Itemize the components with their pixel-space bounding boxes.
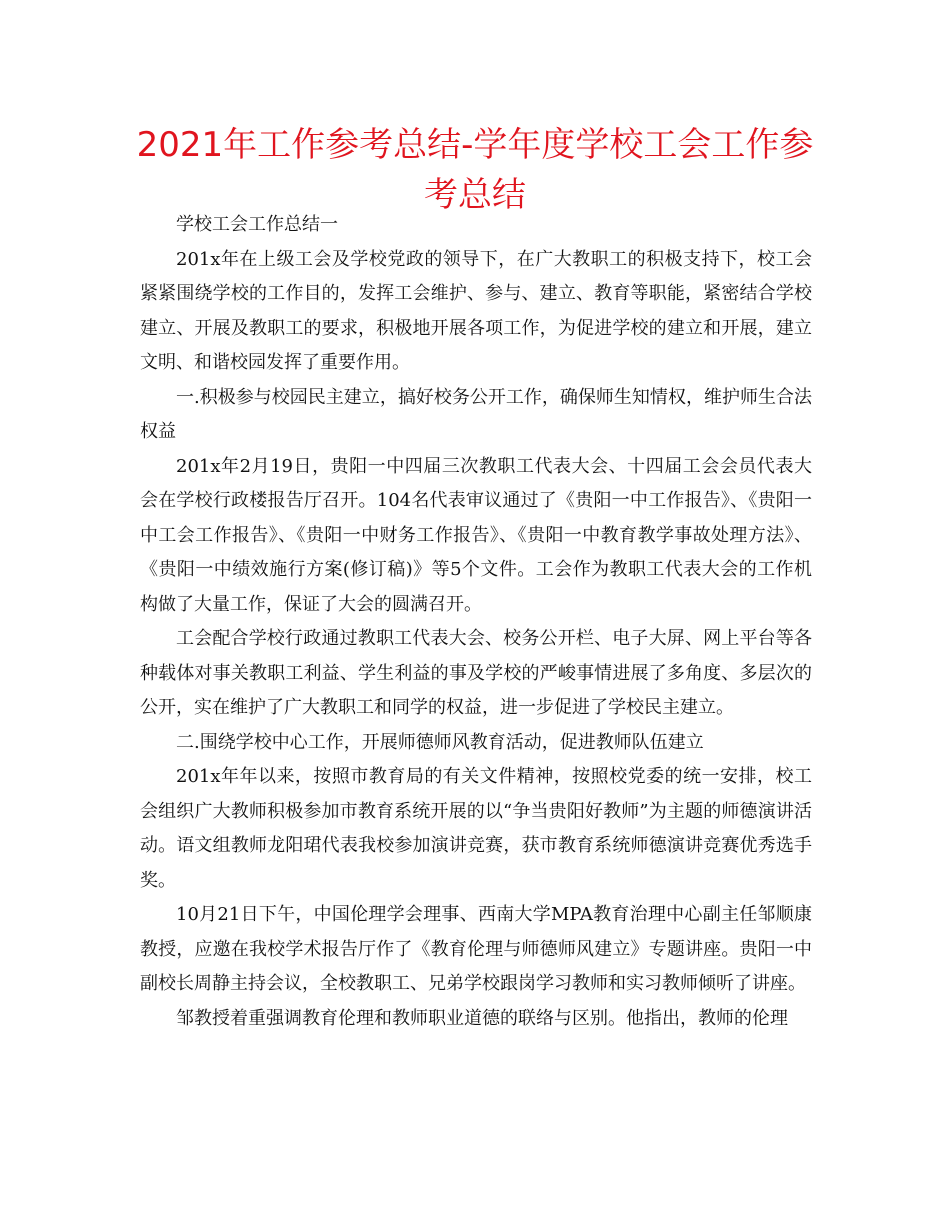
paragraph: 工会配合学校行政通过教职工代表大会、校务公开栏、电子大屏、网上平台等各种载体对事关教职工利益、学生利益的事及学校的严峻事情进展了多角度、多层次的公开，实在维护了广大教职工和同学的权益，进一步促进了学校民主建立。 (140, 628, 812, 718)
document-title: 2021年工作参考总结-学年度学校工会工作参考总结 (136, 125, 814, 215)
section-heading: 二.围绕学校中心工作，开展师德师风教育活动，促进教师队伍建立 (176, 731, 704, 753)
paragraph: 10月21日下午，中国伦理学会理事、西南大学MPA教育治理中心副主任邹顺康教授，应邀在我校学术报告厅作了《教育伦理与师德师风建立》专题讲座。贵阳一中副校长周静主持会议，全校教职工、兄弟学校跟岗学习教师和实习教师倾听了讲座。 (140, 904, 812, 994)
section-heading: 一.积极参与校园民主建立，搞好校务公开工作，确保师生知情权，维护师生合法权益 (140, 386, 812, 442)
paragraph: 邹教授着重强调教育伦理和教师职业道德的联络与区别。他指出，教师的伦理 (176, 1007, 788, 1029)
section-heading: 学校工会工作总结一 (176, 214, 338, 235)
paragraph: 201x年年以来，按照市教育局的有关文件精神，按照校党委的统一安排，校工会组织广大教师积极参加市教育系统开展的以“争当贵阳好教师”为主题的师德演讲活动。语文组教师龙阳珺代表我校参加演讲竞赛，获市教育系统师德演讲竞赛优秀选手奖。 (140, 766, 812, 891)
document-body (140, 208, 812, 1036)
paragraph: 201x年在上级工会及学校党政的领导下，在广大教职工的积极支持下，校工会紧紧围绕学校的工作目的，发挥工会维护、参与、建立、教育等职能，紧密结合学校建立、开展及教职工的要求，积极地开展各项工作，为促进学校的建立和开展，建立文明、和谐校园发挥了重要作用。 (140, 248, 812, 373)
paragraph: 201x年2月19日，贵阳一中四届三次教职工代表大会、十四届工会会员代表大会在学校行政楼报告厅召开。104名代表审议通过了《贵阳一中工作报告》、《贵阳一中工会工作报告》、《贵阳一中财务工作报告》、《贵阳一中教育教学事故处理方法》、《贵阳一中绩效施行方案(修订稿)》等5个文件。工会作为教职工代表大会的工作机构做了大量工作，保证了大会的圆满召开。 (140, 455, 812, 615)
